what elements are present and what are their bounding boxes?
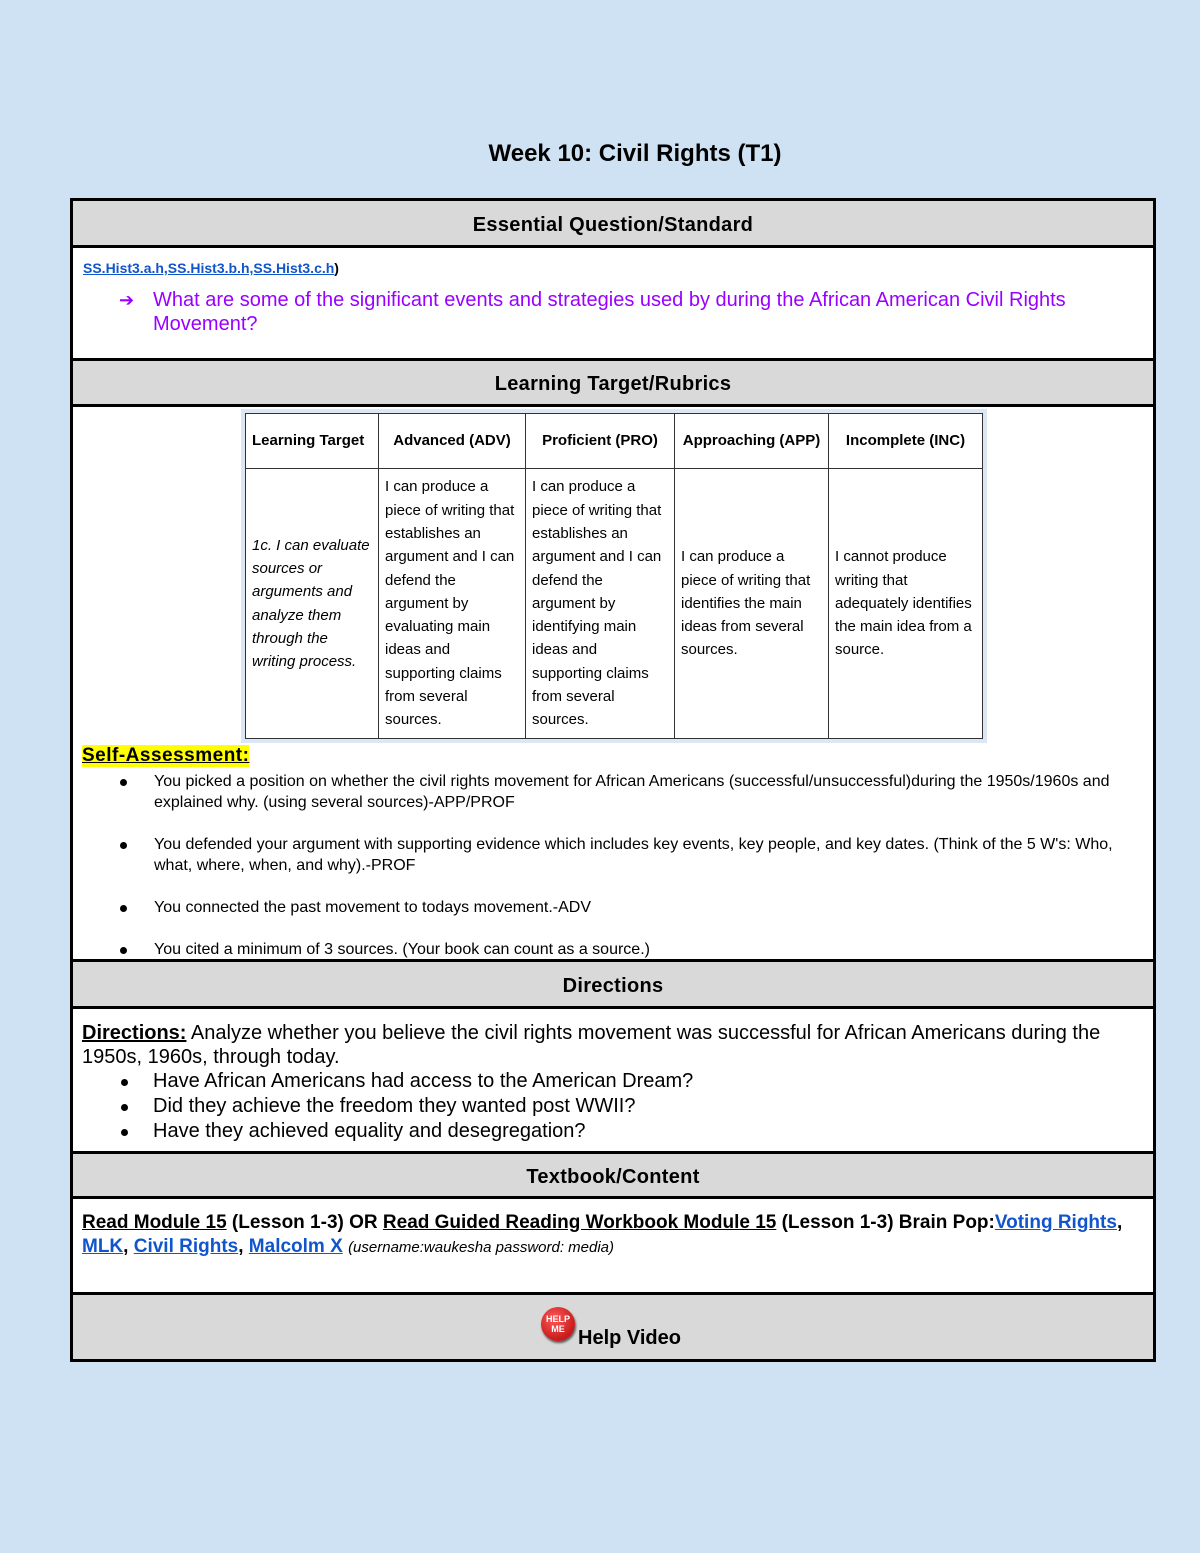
- help-video-section[interactable]: [73, 1295, 1153, 1359]
- learning-target-section: [73, 407, 1153, 962]
- read-guided-text: Read Guided Reading Workbook Module 15: [382, 1212, 777, 1233]
- lesson-text-a: (Lesson 1-3) OR: [226, 1212, 383, 1233]
- voting-rights-link[interactable]: Voting Rights: [994, 1212, 1117, 1233]
- rubric-header-cell: Learning Target: [246, 414, 379, 469]
- bullet-icon: [120, 779, 127, 786]
- bullet-icon: [120, 947, 127, 954]
- link-separator: ,: [123, 1236, 134, 1257]
- rubric-header-cell: Proficient (PRO): [526, 414, 675, 469]
- essential-question-section: [73, 248, 1153, 361]
- civil-rights-link[interactable]: Civil Rights: [133, 1236, 239, 1257]
- directions-header: Directions: [73, 962, 1153, 1009]
- credentials-text: (username:waukesha password: media): [348, 1239, 615, 1256]
- list-item-text: Have they achieved equality and desegregation?: [153, 1120, 586, 1142]
- list-item: [73, 897, 1153, 918]
- learning-target-header: Learning Target/Rubrics: [73, 361, 1153, 407]
- malcolm-x-link[interactable]: Malcolm X: [248, 1236, 343, 1257]
- rubric-wrapper: [73, 407, 1153, 743]
- list-item-text: You cited a minimum of 3 sources. (Your book can count as a source.): [154, 941, 650, 958]
- bullet-icon: [121, 1079, 128, 1086]
- textbook-section: [73, 1199, 1153, 1295]
- list-item-text: Have African Americans had access to the American Dream?: [153, 1070, 694, 1092]
- rubric-table: [245, 413, 983, 739]
- rubric-cell-target: 1c. I can evaluate sources or arguments and analyze them through the writing process.: [246, 469, 379, 739]
- help-me-icon[interactable]: [541, 1307, 575, 1341]
- list-item-text: You connected the past movement to todays movement.-ADV: [154, 899, 591, 916]
- self-assessment-list: [73, 771, 1153, 981]
- mlk-link[interactable]: MLK: [82, 1236, 124, 1257]
- help-icon-label: HELP ME: [545, 1314, 570, 1334]
- list-item: [73, 1069, 1153, 1094]
- list-item: [73, 834, 1153, 876]
- bullet-icon: [120, 842, 127, 849]
- list-item-text: Did they achieve the freedom they wanted post WWII?: [153, 1095, 636, 1117]
- rubric-header-row: [246, 414, 983, 469]
- directions-text: [73, 1009, 1153, 1069]
- standards-link[interactable]: SS.Hist3.a.h,SS.Hist3.b.h,SS.Hist3.c.h: [83, 260, 335, 276]
- link-separator: ,: [1116, 1212, 1123, 1233]
- rubric-header-cell: Advanced (ADV): [379, 414, 526, 469]
- arrow-right-icon: ➔: [119, 290, 135, 310]
- rubric-cell-pro: I can produce a piece of writing that establishes an argument and I can defend the argument by identifying main ideas and supporting claims from several sources.: [526, 469, 675, 739]
- bullet-icon: [120, 905, 127, 912]
- textbook-content: [73, 1199, 1153, 1260]
- bullet-icon: [121, 1129, 128, 1136]
- directions-section: [73, 1009, 1153, 1154]
- essential-question-header: Essential Question/Standard: [73, 201, 1153, 248]
- essential-question-text: What are some of the significant events and strategies used by during the African American Civil Rights Movement?: [153, 289, 1066, 335]
- rubric-cell-inc: I cannot produce writing that adequately identifies the main idea from a source.: [829, 469, 983, 739]
- directions-label: Directions:: [82, 1022, 187, 1044]
- page-title: Week 10: Civil Rights (T1): [488, 140, 782, 167]
- rubric-cell-app: I can produce a piece of writing that identifies the main ideas from several sources.: [675, 469, 829, 739]
- essential-question: [73, 280, 1153, 348]
- list-item-text: You defended your argument with supporting evidence which includes key events, key people, and key dates. (Think of the 5 W's: Who, what, where, when, and why).-PROF: [154, 836, 1113, 874]
- list-item-text: You picked a position on whether the civil rights movement for African Americans (successful/unsuccessful)during the 1950s/1960s and explained why. (using several sources)-APP/PROF: [154, 773, 1110, 811]
- list-item: [73, 939, 1153, 960]
- rubric-header-cell: Approaching (APP): [675, 414, 829, 469]
- help-video-label[interactable]: Help Video: [578, 1327, 681, 1349]
- self-assessment-title: Self-Assessment:: [82, 745, 250, 766]
- textbook-header: Textbook/Content: [73, 1154, 1153, 1199]
- standards-tail: ): [334, 260, 339, 276]
- standards-line: [73, 248, 1153, 280]
- rubric-cell-adv: I can produce a piece of writing that establishes an argument and I can defend the argument by evaluating main ideas and supporting claims from several sources.: [379, 469, 526, 739]
- list-item: [73, 771, 1153, 813]
- lesson-text-b: (Lesson 1-3) Brain Pop:: [776, 1212, 995, 1233]
- bullet-icon: [121, 1104, 128, 1111]
- link-separator: ,: [238, 1236, 249, 1257]
- list-item: [73, 1094, 1153, 1119]
- read-module-text: Read Module 15: [82, 1212, 227, 1233]
- lesson-frame: [70, 198, 1156, 1362]
- rubric-header-cell: Incomplete (INC): [829, 414, 983, 469]
- directions-body: Analyze whether you believe the civil rights movement was successful for African Americans during the 1950s, 1960s, through today.: [82, 1022, 1101, 1068]
- list-item: [73, 1119, 1153, 1144]
- rubric-row: [246, 469, 983, 739]
